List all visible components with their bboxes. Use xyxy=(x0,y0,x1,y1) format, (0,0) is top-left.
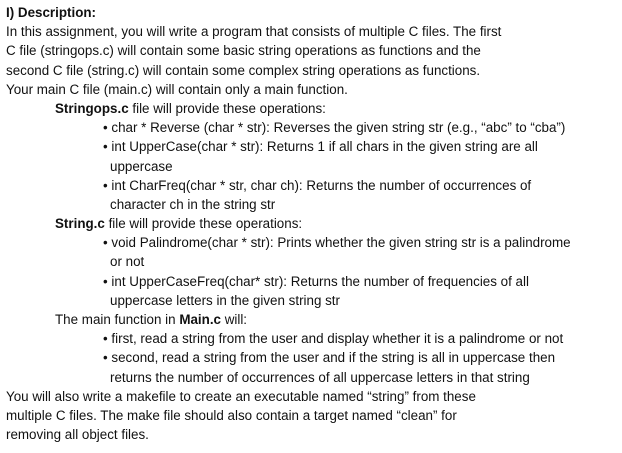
string-item-palindrome: • void Palindrome(char * str): Prints whether the given string str is a palindrome xyxy=(103,235,571,251)
stringops-item-uppercase-cont: uppercase xyxy=(110,158,173,174)
intro-line: C file (stringops.c) will contain some basic string operations as functions and the xyxy=(6,43,481,59)
section-heading: I) Description: xyxy=(6,5,97,20)
string-item-uppercasefreq-cont: uppercase letters in the given string str xyxy=(110,292,340,308)
main-item-second-cont: returns the number of occurrences of all uppercase letters in that string xyxy=(110,369,530,385)
outro-line: You will also write a makefile to create an executable named “string” from these xyxy=(6,388,476,404)
string-item-uppercasefreq: • int UpperCaseFreq(char* str): Returns the number of frequencies of all xyxy=(103,273,529,289)
outro-paragraph xyxy=(6,387,618,445)
assignment-document xyxy=(6,3,618,444)
main-filename: Main.c xyxy=(179,312,221,327)
stringops-item-uppercase: • int UpperCase(char * str): Returns 1 if all chars in the given string are all xyxy=(103,139,538,155)
stringops-item-charfreq: • int CharFreq(char * str, char ch): Returns the number of occurrences of xyxy=(103,177,532,193)
intro-line: In this assignment, you will write a program that consists of multiple C files. The first xyxy=(6,24,502,40)
stringops-header: Stringops.c file will provide these operations: xyxy=(55,100,326,116)
outro-line: multiple C files. The make file should also contain a target named “clean” for xyxy=(6,407,457,423)
main-item-first: • first, read a string from the user and display whether it is a palindrome or not xyxy=(103,331,564,347)
main-item-second: • second, read a string from the user and if the string is all in uppercase then xyxy=(103,350,556,366)
string-header: String.c file will provide these operations: xyxy=(55,216,303,232)
stringops-item-reverse: • char * Reverse (char * str): Reverses the given string str (e.g., “abc” to “cba”) xyxy=(103,120,566,136)
intro-line: Your main C file (main.c) will contain only a main function. xyxy=(6,81,348,97)
stringops-item-charfreq-cont: character ch in the string str xyxy=(110,196,276,212)
intro-paragraph xyxy=(6,22,618,99)
outro-line: removing all object files. xyxy=(6,427,149,443)
intro-line: second C file (string.c) will contain some complex string operations as functions. xyxy=(6,62,481,78)
string-filename: String.c xyxy=(55,216,105,232)
main-header: The main function in Main.c will: xyxy=(55,312,248,327)
stringops-filename: Stringops.c xyxy=(55,100,129,116)
string-item-palindrome-cont: or not xyxy=(110,254,145,270)
